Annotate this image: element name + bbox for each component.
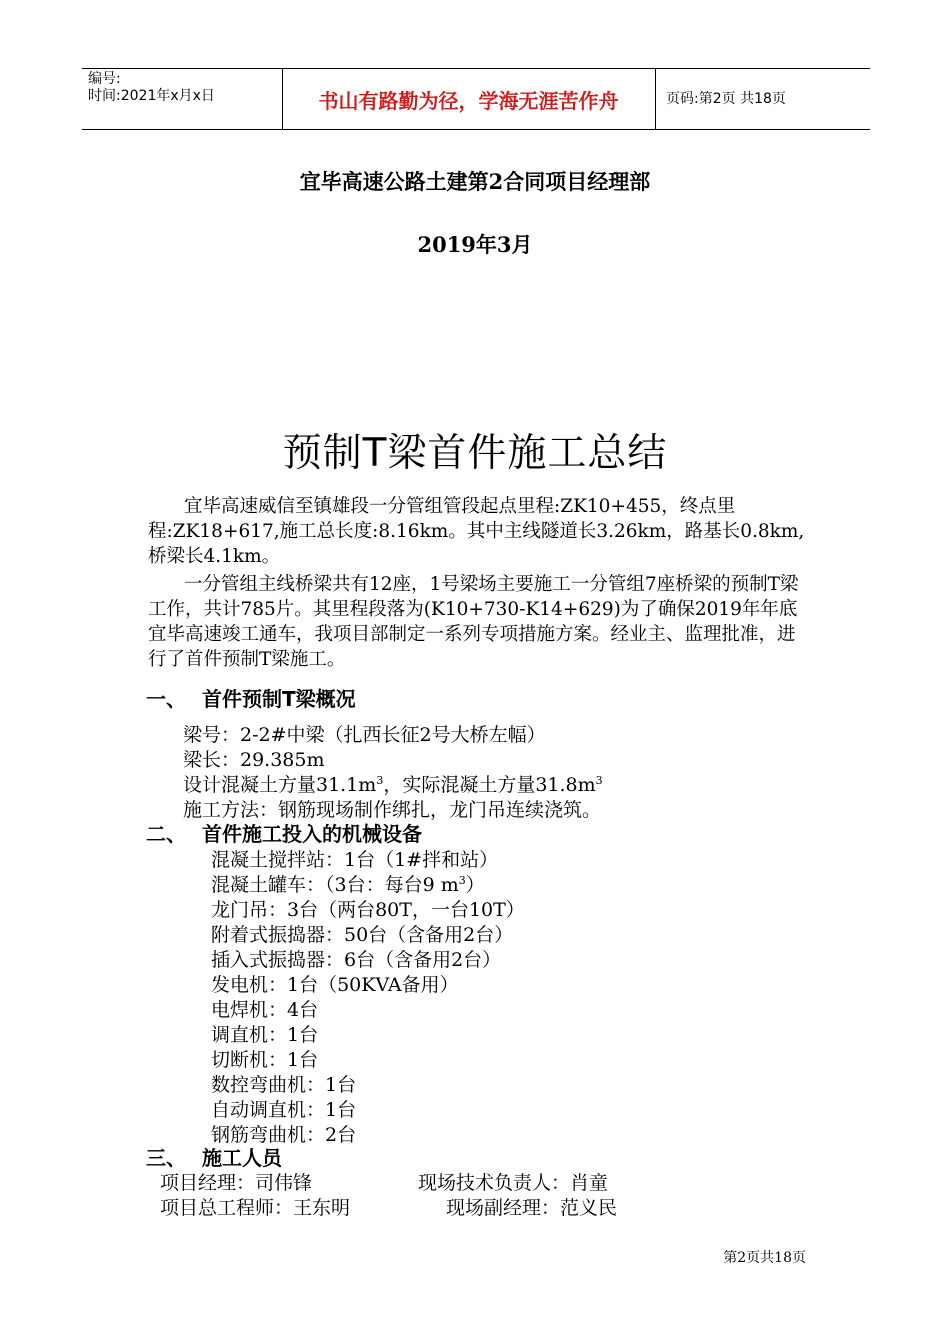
equipment-item: 插入式振捣器：6台（含备用2台） — [211, 949, 502, 971]
equipment-item: 发电机：1台（50KVA备用） — [211, 974, 459, 996]
section-heading-2: 二、 首件施工投入的机械设备 — [146, 822, 422, 846]
page-footer: 第2页共18页 — [723, 1250, 806, 1266]
header-motto-cell — [282, 69, 656, 129]
equipment-item: 混凝土罐车：（3台：每台9 $m^3$） — [211, 874, 485, 896]
section-heading-1: 一、 首件预制T梁概况 — [146, 687, 356, 711]
header-number: 编号: — [88, 71, 121, 87]
page-header — [82, 68, 870, 130]
header-meta-cell — [82, 69, 283, 129]
equipment-item: 钢筋弯曲机：2台 — [211, 1124, 357, 1146]
equipment-item: 数控弯曲机：1台 — [211, 1074, 357, 1096]
staff-project-manager: 项目经理：司伟锋 — [160, 1172, 313, 1194]
intro-paragraph-2: 一分管组主线桥梁共有12座，1号梁场主要施工一分管组7座桥梁的预制T梁工作，共计785片。其里程段落为(K10+730-K14+629)为了确保2019年年底宜毕高速竣工通车，我项目部制定一系列专项措施方案。经业主、监理批准，进行了首件预制T梁施工。 — [148, 574, 799, 670]
beam-length: 梁长：29.385m — [183, 749, 325, 771]
header-motto: 书山有路勤为径，学海无涯苦作舟 — [318, 88, 619, 113]
header-time: 时间:2021年x月x日 — [88, 88, 215, 104]
section-heading-3: 三、 施工人员 — [146, 1146, 282, 1170]
beam-number: 梁号：2-2#中梁（扎西长征2号大桥左幅） — [183, 724, 546, 746]
header-page-number: 页码:第2页 共18页 — [666, 90, 786, 107]
document-date: 2019年3月 — [417, 232, 533, 257]
document-title: 预制T梁首件施工总结 — [282, 431, 668, 476]
staff-technical-lead: 现场技术负责人：肖童 — [418, 1172, 609, 1194]
equipment-item: 龙门吊：3台（两台80T，一台10T） — [211, 899, 525, 921]
equipment-item: 电焊机：4台 — [211, 999, 319, 1021]
equipment-item: 调直机：1台 — [211, 1024, 319, 1046]
concrete-volume: 设计混凝土方量$31.1m^3$，实际混凝土方量$31.8m^3$ — [183, 774, 603, 796]
header-page-cell — [656, 69, 870, 129]
equipment-item: 混凝土搅拌站：1台（1#拌和站） — [211, 849, 499, 871]
staff-deputy-manager: 现场副经理：范义民 — [446, 1197, 618, 1219]
organization-name: 宜毕高速公路土建第2合同项目经理部 — [299, 169, 651, 194]
equipment-item: 自动调直机：1台 — [211, 1099, 357, 1121]
equipment-item: 附着式振捣器：50台（含备用2台） — [211, 924, 514, 946]
construction-method: 施工方法：钢筋现场制作绑扎，龙门吊连续浇筑。 — [183, 799, 602, 821]
intro-paragraph-1: 宜毕高速威信至镇雄段一分管组管段起点里程:ZK10+455，终点里程:ZK18+617,施工总长度:8.16km。其中主线隧道长3.26km，路基长0.8km,桥梁长4.1km。 — [148, 496, 805, 567]
equipment-item: 切断机：1台 — [211, 1049, 319, 1071]
staff-chief-engineer: 项目总工程师：王东明 — [160, 1197, 351, 1219]
